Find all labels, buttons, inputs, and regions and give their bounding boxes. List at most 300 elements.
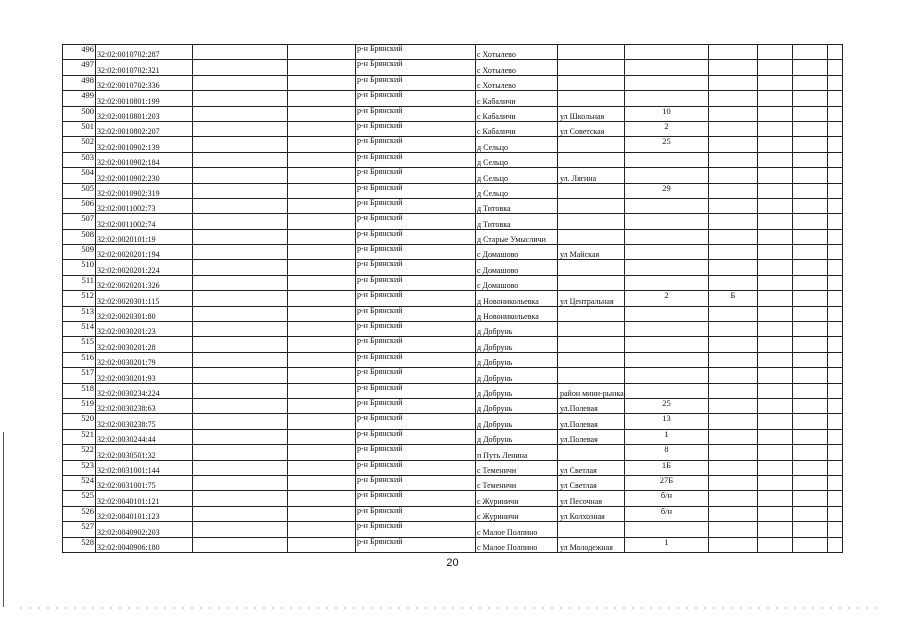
settlement-cell: п Путь Ленина <box>476 445 558 460</box>
house-cell <box>625 383 709 398</box>
letter-cell <box>709 445 758 460</box>
empty-cell <box>288 60 356 75</box>
letter-cell <box>709 398 758 413</box>
cadastral-number: 32:02:0010902:139 <box>96 137 193 152</box>
empty-cell <box>193 137 288 152</box>
empty-cell <box>193 260 288 275</box>
house-cell <box>625 260 709 275</box>
house-cell <box>625 522 709 537</box>
scan-edge-mark <box>3 432 4 607</box>
table-row <box>63 306 843 321</box>
empty-cell <box>828 337 843 352</box>
empty-cell <box>193 229 288 244</box>
row-number: 524 <box>63 475 96 490</box>
empty-cell <box>828 429 843 444</box>
empty-cell <box>758 522 793 537</box>
empty-cell <box>288 414 356 429</box>
region-cell: р-н Брянский <box>356 352 476 367</box>
empty-cell <box>758 322 793 337</box>
empty-cell <box>828 152 843 167</box>
empty-cell <box>758 337 793 352</box>
empty-cell <box>793 506 828 521</box>
row-number: 511 <box>63 275 96 290</box>
empty-cell <box>828 306 843 321</box>
letter-cell: Б <box>709 291 758 306</box>
letter-cell <box>709 260 758 275</box>
letter-cell <box>709 475 758 490</box>
cadastral-number: 32:02:0040902:203 <box>96 522 193 537</box>
settlement-cell: с Журиничи <box>476 506 558 521</box>
settlement-cell: с Домашово <box>476 275 558 290</box>
settlement-cell: с Малое Полпино <box>476 522 558 537</box>
house-cell <box>625 337 709 352</box>
settlement-cell: с Хотылево <box>476 75 558 90</box>
empty-cell <box>288 322 356 337</box>
settlement-cell: с Хотылево <box>476 45 558 60</box>
empty-cell <box>193 352 288 367</box>
settlement-cell: с Журиничи <box>476 491 558 506</box>
table-row <box>63 245 843 260</box>
empty-cell <box>288 152 356 167</box>
empty-cell <box>193 60 288 75</box>
street-cell <box>558 75 625 90</box>
empty-cell <box>828 398 843 413</box>
table-row <box>63 260 843 275</box>
house-cell <box>625 45 709 60</box>
empty-cell <box>758 60 793 75</box>
row-number: 522 <box>63 445 96 460</box>
row-number: 507 <box>63 214 96 229</box>
cadastral-number: 32:02:0030244:44 <box>96 429 193 444</box>
cadastral-number: 32:02:0030234:224 <box>96 383 193 398</box>
empty-cell <box>828 60 843 75</box>
settlement-cell: д Старые Умысличи <box>476 229 558 244</box>
street-cell <box>558 322 625 337</box>
empty-cell <box>193 121 288 136</box>
empty-cell <box>758 168 793 183</box>
row-number: 525 <box>63 491 96 506</box>
empty-cell <box>793 322 828 337</box>
row-number: 516 <box>63 352 96 367</box>
settlement-cell: с Кабаличи <box>476 106 558 121</box>
empty-cell <box>193 368 288 383</box>
street-cell: ул Школьная <box>558 106 625 121</box>
house-cell <box>625 275 709 290</box>
empty-cell <box>828 383 843 398</box>
cadastral-number: 32:02:0020201:194 <box>96 245 193 260</box>
empty-cell <box>288 398 356 413</box>
empty-cell <box>193 429 288 444</box>
empty-cell <box>193 337 288 352</box>
empty-cell <box>828 245 843 260</box>
region-cell: р-н Брянский <box>356 291 476 306</box>
empty-cell <box>758 214 793 229</box>
cadastral-number: 32:02:0040101:121 <box>96 491 193 506</box>
table-row <box>63 398 843 413</box>
empty-cell <box>758 429 793 444</box>
table-row <box>63 537 843 552</box>
house-cell: б/н <box>625 491 709 506</box>
cadastral-number: 32:02:0040906:180 <box>96 537 193 552</box>
house-cell: 10 <box>625 106 709 121</box>
row-number: 508 <box>63 229 96 244</box>
empty-cell <box>758 475 793 490</box>
row-number: 526 <box>63 506 96 521</box>
region-cell: р-н Брянский <box>356 121 476 136</box>
letter-cell <box>709 275 758 290</box>
empty-cell <box>288 137 356 152</box>
empty-cell <box>793 445 828 460</box>
empty-cell <box>828 45 843 60</box>
empty-cell <box>758 229 793 244</box>
empty-cell <box>288 245 356 260</box>
empty-cell <box>288 121 356 136</box>
letter-cell <box>709 429 758 444</box>
table-row <box>63 137 843 152</box>
table-row <box>63 214 843 229</box>
empty-cell <box>793 291 828 306</box>
letter-cell <box>709 45 758 60</box>
letter-cell <box>709 60 758 75</box>
region-cell: р-н Брянский <box>356 152 476 167</box>
street-cell <box>558 152 625 167</box>
settlement-cell: д Сельцо <box>476 152 558 167</box>
cadastral-number: 32:02:0011002:73 <box>96 198 193 213</box>
street-cell <box>558 198 625 213</box>
empty-cell <box>193 445 288 460</box>
empty-cell <box>793 306 828 321</box>
cadastral-number: 32:02:0010902:184 <box>96 152 193 167</box>
street-cell <box>558 229 625 244</box>
cadastral-number: 32:02:0030238:63 <box>96 398 193 413</box>
settlement-cell: д Добрунь <box>476 368 558 383</box>
empty-cell <box>288 460 356 475</box>
cadastral-number: 32:02:0010702:287 <box>96 45 193 60</box>
letter-cell <box>709 152 758 167</box>
empty-cell <box>758 106 793 121</box>
letter-cell <box>709 506 758 521</box>
empty-cell <box>793 475 828 490</box>
empty-cell <box>288 475 356 490</box>
empty-cell <box>288 260 356 275</box>
cadastral-number: 32:02:0020201:224 <box>96 260 193 275</box>
house-cell: 25 <box>625 398 709 413</box>
empty-cell <box>758 75 793 90</box>
street-cell: ул.Полевая <box>558 414 625 429</box>
empty-cell <box>193 491 288 506</box>
empty-cell <box>793 198 828 213</box>
empty-cell <box>828 168 843 183</box>
street-cell <box>558 337 625 352</box>
empty-cell <box>758 137 793 152</box>
empty-cell <box>193 214 288 229</box>
settlement-cell: д Добрунь <box>476 337 558 352</box>
table-row <box>63 429 843 444</box>
empty-cell <box>828 291 843 306</box>
empty-cell <box>793 245 828 260</box>
row-number: 497 <box>63 60 96 75</box>
row-number: 496 <box>63 45 96 60</box>
street-cell <box>558 445 625 460</box>
empty-cell <box>288 75 356 90</box>
house-cell <box>625 91 709 106</box>
empty-cell <box>193 414 288 429</box>
cadastral-number: 32:02:0030201:79 <box>96 352 193 367</box>
empty-cell <box>793 429 828 444</box>
cadastral-number: 32:02:0011002:74 <box>96 214 193 229</box>
row-number: 513 <box>63 306 96 321</box>
cadastral-number: 32:02:0010702:321 <box>96 60 193 75</box>
settlement-cell: с Малое Полпино <box>476 537 558 552</box>
cadastral-number: 32:02:0010702:336 <box>96 75 193 90</box>
street-cell <box>558 306 625 321</box>
empty-cell <box>793 60 828 75</box>
row-number: 502 <box>63 137 96 152</box>
empty-cell <box>288 291 356 306</box>
registry-body <box>63 45 843 553</box>
region-cell: р-н Брянский <box>356 91 476 106</box>
empty-cell <box>288 275 356 290</box>
region-cell: р-н Брянский <box>356 383 476 398</box>
settlement-cell: д Титовка <box>476 198 558 213</box>
settlement-cell: д Добрунь <box>476 322 558 337</box>
row-number: 499 <box>63 91 96 106</box>
region-cell: р-н Брянский <box>356 522 476 537</box>
table-row <box>63 91 843 106</box>
row-number: 503 <box>63 152 96 167</box>
empty-cell <box>758 275 793 290</box>
page-number: 20 <box>446 557 459 569</box>
row-number: 512 <box>63 291 96 306</box>
empty-cell <box>793 229 828 244</box>
empty-cell <box>793 121 828 136</box>
empty-cell <box>828 322 843 337</box>
table-row <box>63 75 843 90</box>
empty-cell <box>288 106 356 121</box>
cadastral-number: 32:02:0020301:80 <box>96 306 193 321</box>
table-row <box>63 168 843 183</box>
region-cell: р-н Брянский <box>356 414 476 429</box>
empty-cell <box>288 506 356 521</box>
cadastral-number: 32:02:0020301:115 <box>96 291 193 306</box>
region-cell: р-н Брянский <box>356 60 476 75</box>
empty-cell <box>288 45 356 60</box>
row-number: 518 <box>63 383 96 398</box>
empty-cell <box>758 445 793 460</box>
region-cell: р-н Брянский <box>356 368 476 383</box>
empty-cell <box>288 91 356 106</box>
empty-cell <box>793 275 828 290</box>
settlement-cell: д Добрунь <box>476 352 558 367</box>
street-cell <box>558 275 625 290</box>
street-cell <box>558 91 625 106</box>
settlement-cell: д Сельцо <box>476 168 558 183</box>
letter-cell <box>709 75 758 90</box>
house-cell: 25 <box>625 137 709 152</box>
table-row <box>63 337 843 352</box>
empty-cell <box>288 383 356 398</box>
empty-cell <box>793 383 828 398</box>
empty-cell <box>193 152 288 167</box>
empty-cell <box>828 506 843 521</box>
empty-cell <box>193 183 288 198</box>
empty-cell <box>758 537 793 552</box>
region-cell: р-н Брянский <box>356 506 476 521</box>
empty-cell <box>193 106 288 121</box>
street-cell <box>558 45 625 60</box>
letter-cell <box>709 91 758 106</box>
letter-cell <box>709 522 758 537</box>
empty-cell <box>828 352 843 367</box>
settlement-cell: д Добрунь <box>476 398 558 413</box>
empty-cell <box>758 198 793 213</box>
empty-cell <box>828 460 843 475</box>
table-row <box>63 45 843 60</box>
empty-cell <box>193 475 288 490</box>
region-cell: р-н Брянский <box>356 475 476 490</box>
empty-cell <box>793 337 828 352</box>
empty-cell <box>793 183 828 198</box>
region-cell: р-н Брянский <box>356 537 476 552</box>
region-cell: р-н Брянский <box>356 429 476 444</box>
house-cell: 8 <box>625 445 709 460</box>
row-number: 514 <box>63 322 96 337</box>
house-cell <box>625 214 709 229</box>
region-cell: р-н Брянский <box>356 245 476 260</box>
cadastral-number: 32:02:0010801:203 <box>96 106 193 121</box>
empty-cell <box>758 491 793 506</box>
row-number: 523 <box>63 460 96 475</box>
registry-table <box>62 44 843 553</box>
empty-cell <box>193 168 288 183</box>
letter-cell <box>709 106 758 121</box>
street-cell: район мини-рынка <box>558 383 625 398</box>
house-cell <box>625 198 709 213</box>
empty-cell <box>288 352 356 367</box>
scan-noise-line <box>20 607 880 609</box>
letter-cell <box>709 337 758 352</box>
house-cell: 1 <box>625 429 709 444</box>
row-number: 500 <box>63 106 96 121</box>
empty-cell <box>288 183 356 198</box>
empty-cell <box>828 260 843 275</box>
empty-cell <box>758 291 793 306</box>
empty-cell <box>758 245 793 260</box>
letter-cell <box>709 383 758 398</box>
house-cell <box>625 152 709 167</box>
table-row <box>63 198 843 213</box>
cadastral-number: 32:02:0010902:319 <box>96 183 193 198</box>
house-cell <box>625 60 709 75</box>
empty-cell <box>793 352 828 367</box>
street-cell: ул. Лягина <box>558 168 625 183</box>
empty-cell <box>793 460 828 475</box>
empty-cell <box>793 537 828 552</box>
house-cell: 13 <box>625 414 709 429</box>
empty-cell <box>793 45 828 60</box>
empty-cell <box>758 260 793 275</box>
row-number: 498 <box>63 75 96 90</box>
table-row <box>63 60 843 75</box>
street-cell <box>558 522 625 537</box>
settlement-cell: с Домашово <box>476 245 558 260</box>
region-cell: р-н Брянский <box>356 137 476 152</box>
house-cell: б/н <box>625 506 709 521</box>
street-cell <box>558 137 625 152</box>
empty-cell <box>193 460 288 475</box>
table-row <box>63 291 843 306</box>
empty-cell <box>288 337 356 352</box>
empty-cell <box>793 368 828 383</box>
empty-cell <box>193 322 288 337</box>
empty-cell <box>288 445 356 460</box>
house-cell <box>625 229 709 244</box>
empty-cell <box>828 445 843 460</box>
empty-cell <box>758 460 793 475</box>
region-cell: р-н Брянский <box>356 337 476 352</box>
empty-cell <box>828 137 843 152</box>
table-row <box>63 460 843 475</box>
cadastral-number: 32:02:0010801:199 <box>96 91 193 106</box>
house-cell <box>625 306 709 321</box>
cadastral-number: 32:02:0020201:326 <box>96 275 193 290</box>
empty-cell <box>193 275 288 290</box>
table-row <box>63 475 843 490</box>
street-cell: ул Центральная <box>558 291 625 306</box>
table-row <box>63 152 843 167</box>
street-cell: ул Колхозная <box>558 506 625 521</box>
empty-cell <box>288 229 356 244</box>
empty-cell <box>758 352 793 367</box>
settlement-cell: с Кабаличи <box>476 91 558 106</box>
table-row <box>63 322 843 337</box>
cadastral-number: 32:02:0031001:75 <box>96 475 193 490</box>
street-cell: ул.Полевая <box>558 398 625 413</box>
region-cell: р-н Брянский <box>356 460 476 475</box>
house-cell <box>625 368 709 383</box>
empty-cell <box>193 91 288 106</box>
settlement-cell: с Хотылево <box>476 60 558 75</box>
letter-cell <box>709 183 758 198</box>
letter-cell <box>709 229 758 244</box>
cadastral-number: 32:02:0031001:144 <box>96 460 193 475</box>
row-number: 501 <box>63 121 96 136</box>
empty-cell <box>758 398 793 413</box>
region-cell: р-н Брянский <box>356 45 476 60</box>
empty-cell <box>758 45 793 60</box>
row-number: 528 <box>63 537 96 552</box>
region-cell: р-н Брянский <box>356 168 476 183</box>
empty-cell <box>828 198 843 213</box>
settlement-cell: д Добрунь <box>476 429 558 444</box>
empty-cell <box>758 383 793 398</box>
empty-cell <box>828 491 843 506</box>
cadastral-number: 32:02:0010802:207 <box>96 121 193 136</box>
house-cell <box>625 352 709 367</box>
region-cell: р-н Брянский <box>356 183 476 198</box>
empty-cell <box>288 522 356 537</box>
house-cell <box>625 245 709 260</box>
empty-cell <box>288 537 356 552</box>
region-cell: р-н Брянский <box>356 275 476 290</box>
house-cell: 29 <box>625 183 709 198</box>
empty-cell <box>828 214 843 229</box>
cadastral-number: 32:02:0030238:75 <box>96 414 193 429</box>
empty-cell <box>288 168 356 183</box>
table-row <box>63 522 843 537</box>
house-cell: 2 <box>625 291 709 306</box>
empty-cell <box>793 75 828 90</box>
